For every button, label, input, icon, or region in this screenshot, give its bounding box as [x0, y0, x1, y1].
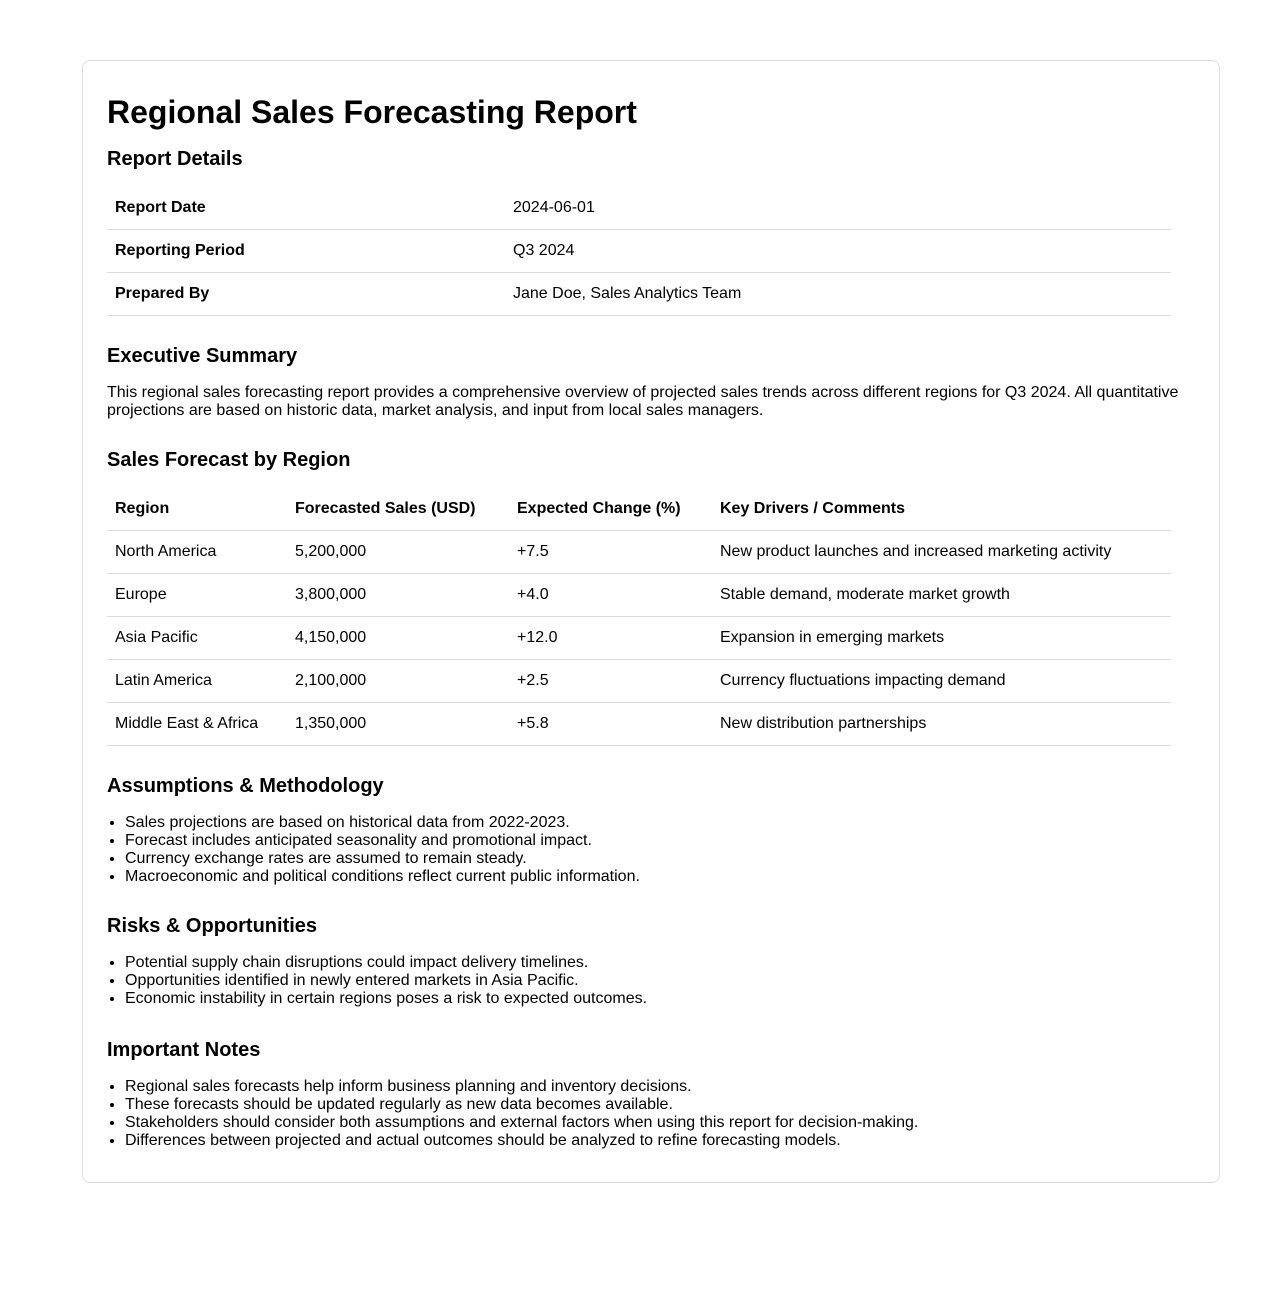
comment-cell: Stable demand, moderate market growth	[712, 574, 1171, 617]
risks-heading: Risks & Opportunities	[107, 915, 318, 937]
comment-cell: Expansion in emerging markets	[712, 617, 1171, 660]
details-label: Prepared By	[107, 273, 505, 316]
risks-list	[107, 954, 1195, 1008]
summary-heading: Executive Summary	[107, 345, 298, 367]
details-row	[107, 187, 1171, 230]
report-card	[82, 60, 1220, 1183]
sales-cell: 2,100,000	[287, 660, 509, 703]
list-item: • Economic instability in certain regions poses a risk to expected outcomes.	[125, 990, 1195, 1008]
list-item: • Stakeholders should consider both assumptions and external factors when using this report for decision-making.	[125, 1114, 1195, 1132]
list-item: • Forecast includes anticipated seasonality and promotional impact.	[125, 832, 1195, 850]
page-title: Regional Sales Forecasting Report	[107, 94, 637, 130]
table-row	[107, 531, 1171, 574]
change-cell: +12.0	[509, 617, 712, 660]
region-cell: Asia Pacific	[107, 617, 287, 660]
list-item: • Differences between projected and actual outcomes should be analyzed to refine forecasting models.	[125, 1132, 1195, 1150]
sales-cell: 1,350,000	[287, 703, 509, 746]
comment-cell: New product launches and increased marketing activity	[712, 531, 1171, 574]
details-table	[107, 187, 1171, 316]
comment-cell: Currency fluctuations impacting demand	[712, 660, 1171, 703]
details-label: Reporting Period	[107, 230, 505, 273]
summary-text: This regional sales forecasting report provides a comprehensive overview of projected sales trends across different regions for Q3 2024. All quantitative projections are based on historic data, market analysis, and input from local sales managers.	[107, 384, 1179, 419]
details-row	[107, 273, 1171, 316]
list-item: • Currency exchange rates are assumed to remain steady.	[125, 850, 1195, 868]
region-cell: North America	[107, 531, 287, 574]
assumptions-heading: Assumptions & Methodology	[107, 775, 384, 797]
region-cell: Latin America	[107, 660, 287, 703]
column-header-change: Expected Change (%)	[509, 488, 712, 531]
forecast-header-row	[107, 488, 1171, 531]
list-item: • Potential supply chain disruptions could impact delivery timelines.	[125, 954, 1195, 972]
change-cell: +4.0	[509, 574, 712, 617]
list-item: • Sales projections are based on historical data from 2022-2023.	[125, 814, 1195, 832]
details-label: Report Date	[107, 187, 505, 230]
column-header-region: Region	[107, 488, 287, 531]
sales-cell: 4,150,000	[287, 617, 509, 660]
table-row	[107, 660, 1171, 703]
notes-list	[107, 1078, 1195, 1150]
list-item: • Opportunities identified in newly entered markets in Asia Pacific.	[125, 972, 1195, 990]
region-cell: Europe	[107, 574, 287, 617]
column-header-comments: Key Drivers / Comments	[712, 488, 1171, 531]
details-row	[107, 230, 1171, 273]
forecast-heading: Sales Forecast by Region	[107, 449, 351, 471]
details-value: Jane Doe, Sales Analytics Team	[505, 273, 1171, 316]
details-heading: Report Details	[107, 148, 243, 170]
details-value: 2024-06-01	[505, 187, 1171, 230]
column-header-sales: Forecasted Sales (USD)	[287, 488, 509, 531]
table-row	[107, 574, 1171, 617]
table-row	[107, 703, 1171, 746]
table-row	[107, 617, 1171, 660]
change-cell: +5.8	[509, 703, 712, 746]
change-cell: +2.5	[509, 660, 712, 703]
list-item: • Macroeconomic and political conditions reflect current public information.	[125, 868, 1195, 886]
list-item: • These forecasts should be updated regularly as new data becomes available.	[125, 1096, 1195, 1114]
notes-heading: Important Notes	[107, 1039, 261, 1061]
forecast-table	[107, 488, 1171, 746]
comment-cell: New distribution partnerships	[712, 703, 1171, 746]
region-cell: Middle East & Africa	[107, 703, 287, 746]
change-cell: +7.5	[509, 531, 712, 574]
details-value: Q3 2024	[505, 230, 1171, 273]
list-item: • Regional sales forecasts help inform business planning and inventory decisions.	[125, 1078, 1195, 1096]
sales-cell: 3,800,000	[287, 574, 509, 617]
sales-cell: 5,200,000	[287, 531, 509, 574]
assumptions-list	[107, 814, 1195, 886]
